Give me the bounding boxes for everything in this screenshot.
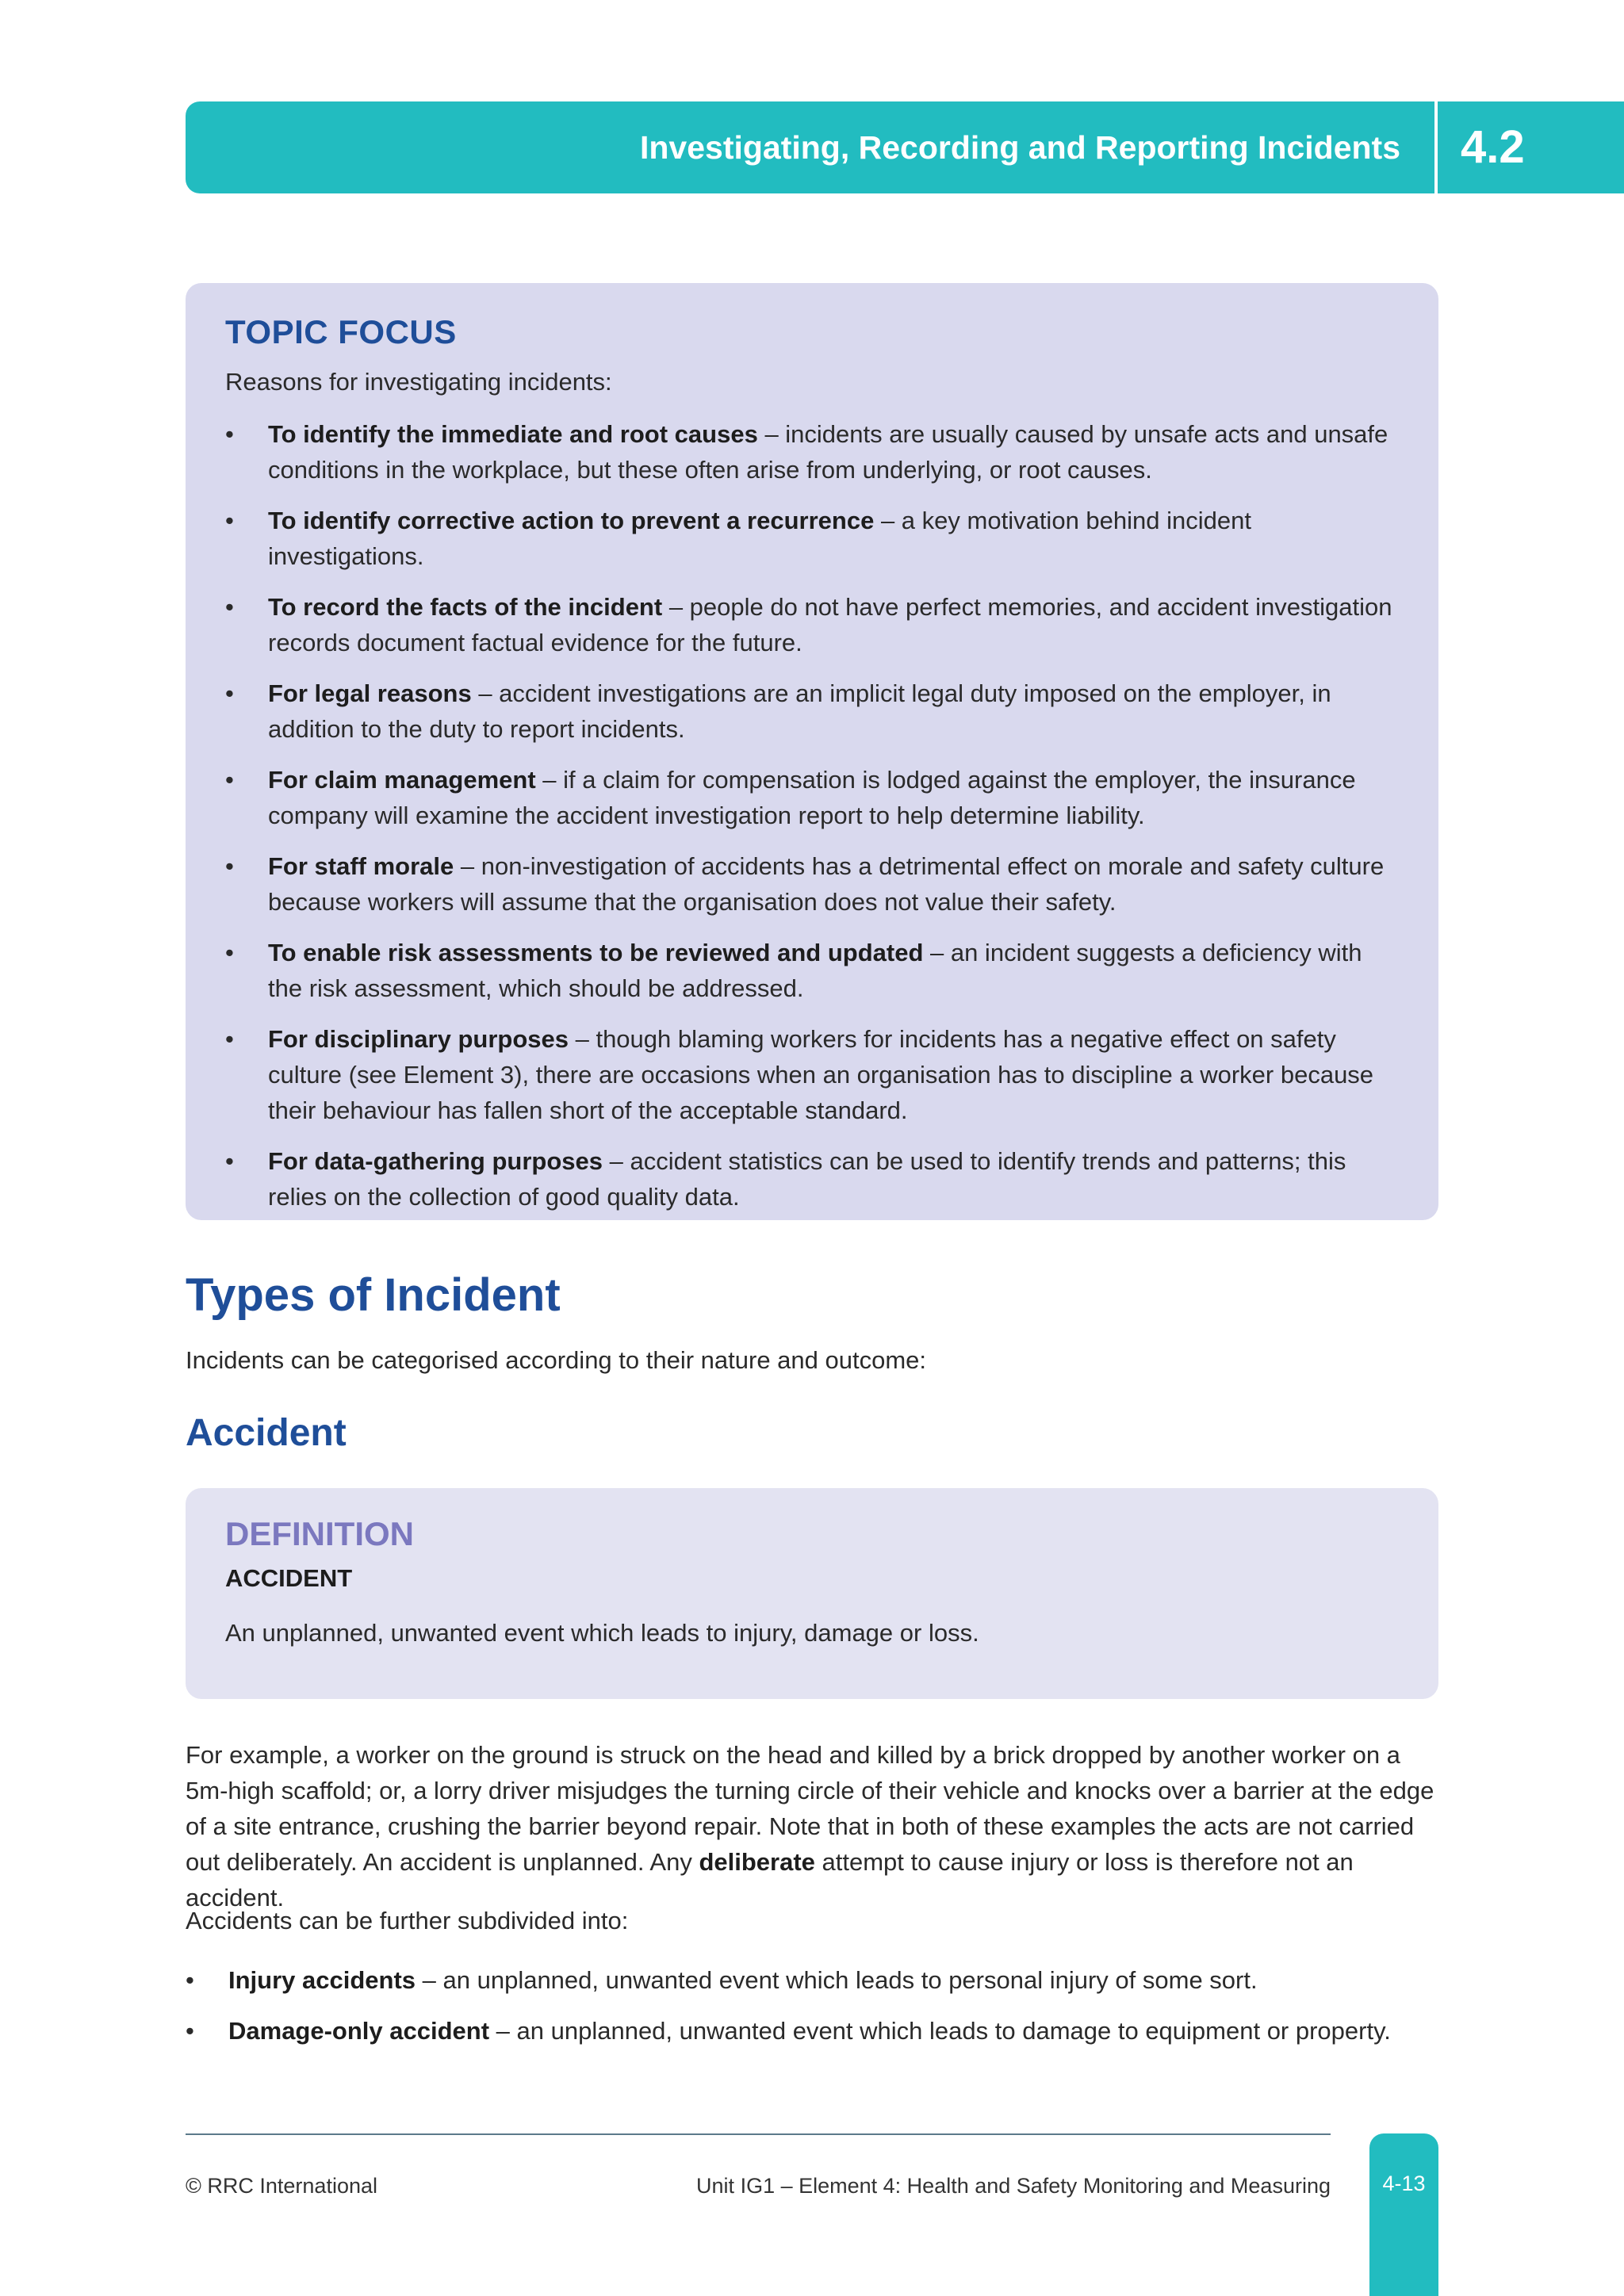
item-term: For claim management [268,766,536,794]
list-item [186,2013,1446,2049]
example-bold: deliberate [699,1848,815,1876]
list-item [225,1143,1399,1215]
page-number: 4-13 [1382,2172,1426,2195]
bullet-icon: • [225,593,234,621]
item-text: – though blaming workers for incidents has a negative effect on safety culture (see Element 3), there are occasions when an organisation has to discipline a worker because their behaviour has fallen short of the acceptable standard. [268,1025,1374,1124]
footer-copyright: © RRC International [186,2174,377,2198]
item-text: – an unplanned, unwanted event which leads to damage to equipment or property. [489,2017,1391,2045]
bullet-icon: • [225,939,234,966]
accident-subtypes-list [186,1962,1446,2064]
example-text-before: For example, a worker on the ground is struck on the head and killed by a brick dropped by another worker on a 5m-high scaffold; or, a lorry driver misjudges the turning circle of their vehicle and knocks over a barrier at the edge of a site entrance, crushing the barrier beyond repair. Note that in both of these examples the acts are not carried out deliberately. An accident is unplanned. Any [186,1741,1434,1876]
topic-focus-heading: TOPIC FOCUS [225,313,457,350]
types-intro: Incidents can be categorised according to their nature and outcome: [186,1346,927,1374]
example-paragraph [186,1737,1446,1915]
list-item [225,848,1399,920]
topic-focus-intro: Reasons for investigating incidents: [225,368,612,396]
item-term: To identify the immediate and root causes [268,420,758,448]
item-text: – accident statistics can be used to identify trends and patterns; this relies on the collection of good quality data. [268,1147,1346,1211]
item-text: – non-investigation of accidents has a detrimental effect on morale and safety culture because workers will assume that the organisation does not value their safety. [268,852,1385,916]
bullet-icon: • [225,1025,234,1053]
list-item [225,589,1399,660]
list-item [225,762,1399,833]
list-item [225,416,1399,488]
item-term: To record the facts of the incident [268,593,663,621]
definition-label: DEFINITION [225,1515,414,1552]
footer-unit: Unit IG1 – Element 4: Health and Safety Monitoring and Measuring [696,2174,1331,2198]
definition-term: ACCIDENT [225,1564,353,1592]
list-item [225,1021,1399,1128]
bullet-icon: • [225,1147,234,1175]
item-term: For data-gathering purposes [268,1147,603,1175]
item-term: For staff morale [268,852,454,880]
item-term: For disciplinary purposes [268,1025,569,1053]
item-text: – if a claim for compensation is lodged against the employer, the insurance company will examine the accident investigation report to help determine liability. [268,766,1356,829]
footer-divider [186,2133,1331,2135]
list-item [225,935,1399,1006]
list-item [225,675,1399,747]
definition-box [186,1488,1438,1699]
item-text: – people do not have perfect memories, and accident investigation records document factual evidence for the future. [268,593,1392,656]
definition-text: An unplanned, unwanted event which leads to injury, damage or loss. [225,1619,979,1647]
types-heading: Types of Incident [186,1269,561,1321]
item-text: – incidents are usually caused by unsafe acts and unsafe conditions in the workplace, but these often arise from underlying, or root causes. [268,420,1388,484]
bullet-icon: • [225,852,234,880]
item-text: – an unplanned, unwanted event which leads to personal injury of some sort. [416,1966,1258,1994]
item-text: – an incident suggests a deficiency with the risk assessment, which should be addressed. [268,939,1362,1002]
bullet-icon: • [225,507,234,534]
section-number: 4.2 [1461,121,1525,173]
item-term: For legal reasons [268,679,472,707]
item-term: Damage-only accident [228,2017,490,2045]
page-number-tab [1369,2133,1438,2296]
bullet-icon: • [225,420,234,448]
item-term: To identify corrective action to prevent a recurrence [268,507,875,534]
topic-focus-list [225,416,1399,1215]
bullet-icon: • [225,766,234,794]
accident-heading: Accident [186,1412,347,1454]
bullet-icon: • [225,679,234,707]
item-term: To enable risk assessments to be reviewed and updated [268,939,924,966]
item-text: – a key motivation behind incident investigations. [268,507,1251,570]
subdivided-intro: Accidents can be further subdivided into: [186,1907,629,1934]
list-item [225,503,1399,574]
bullet-icon: • [186,2017,194,2045]
section-header-bar [186,101,1624,193]
bullet-icon: • [186,1966,194,1994]
section-title: Investigating, Recording and Reporting Incidents [639,129,1400,166]
example-text-after: attempt to cause injury or loss is therefore not an accident. [186,1848,1354,1911]
item-term: Injury accidents [228,1966,416,1994]
item-text: – accident investigations are an implicit legal duty imposed on the employer, in addition to the duty to report incidents. [268,679,1331,743]
topic-focus-box [186,283,1438,1220]
header-divider [1434,101,1438,193]
list-item [186,1962,1446,1998]
